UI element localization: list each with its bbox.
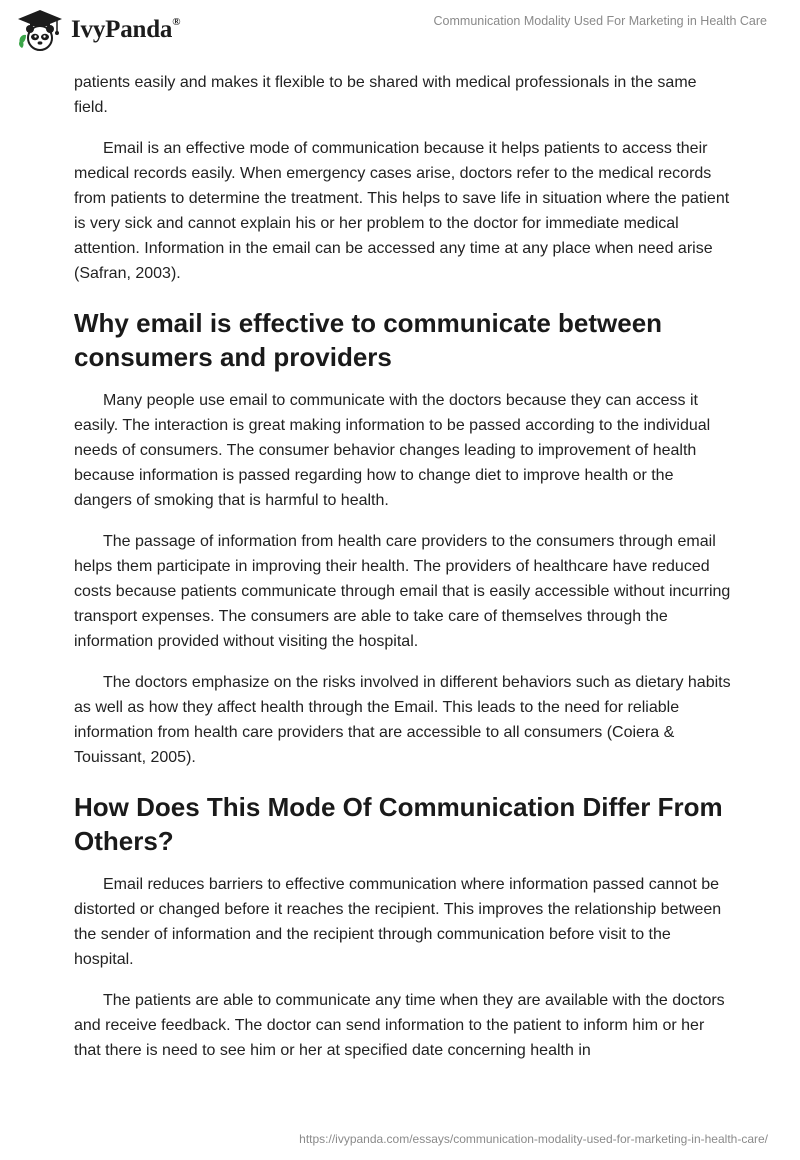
ivypanda-logo[interactable] [16, 8, 180, 52]
essay-body [74, 70, 734, 1079]
section-heading: Why email is effective to communicate between consumers and providers [74, 308, 663, 372]
panda-graduate-icon [16, 8, 64, 52]
page-header [0, 0, 800, 70]
brand-name: IvyPanda® [71, 15, 181, 43]
paragraph: The patients are able to communicate any time when they are available with the doctors and receive feedback. The doctor can send information to the patient to inform him or her that there is need to see him or her at specified date concerning health in [74, 992, 725, 1059]
section-heading: How Does This Mode Of Communication Differ From Others? [74, 792, 723, 856]
paragraph: patients easily and makes it flexible to be shared with medical professionals in the same field. [74, 74, 697, 116]
paragraph: Email reduces barriers to effective communication where information passed cannot be distorted or changed before it reaches the recipient. This improves the relationship between the sender of information and the recipient through communication before visit to the hospital. [74, 876, 722, 968]
paragraph: The passage of information from health care providers to the consumers through email helps them participate in improving their health. The providers of healthcare have reduced costs because patients communicate through email that is easily accessible without incurring transport expenses. The consumers are able to take care of themselves through the information provided without visiting the hospital. [74, 533, 731, 650]
document-title: Communication Modality Used For Marketing in Health Care [433, 14, 767, 28]
paragraph: The doctors emphasize on the risks involved in different behaviors such as dietary habits as well as how they affect health through the Email. This leads to the need for reliable information from health care providers that are accessible to all consumers (Coiera & Touissant, 2005). [74, 674, 731, 766]
source-url[interactable]: https://ivypanda.com/essays/communication-modality-used-for-marketing-in-health-care/ [299, 1132, 768, 1146]
paragraph: Many people use email to communicate with the doctors because they can access it easily. The interaction is great making information to be passed according to the individual needs of consumers. The consumer behavior changes leading to improvement of health because information is passed regarding how to change diet to improve health or the dangers of smoking that is harmful to health. [74, 392, 711, 509]
paragraph: Email is an effective mode of communication because it helps patients to access their medical records easily. When emergency cases arise, doctors refer to the medical records from patients to determine the treatment. This helps to save life in situation where the patient is very sick and cannot explain his or her problem to the doctor for immediate medical attention. Information in the email can be accessed any time at any place when need arise (Safran, 2003). [74, 140, 730, 282]
